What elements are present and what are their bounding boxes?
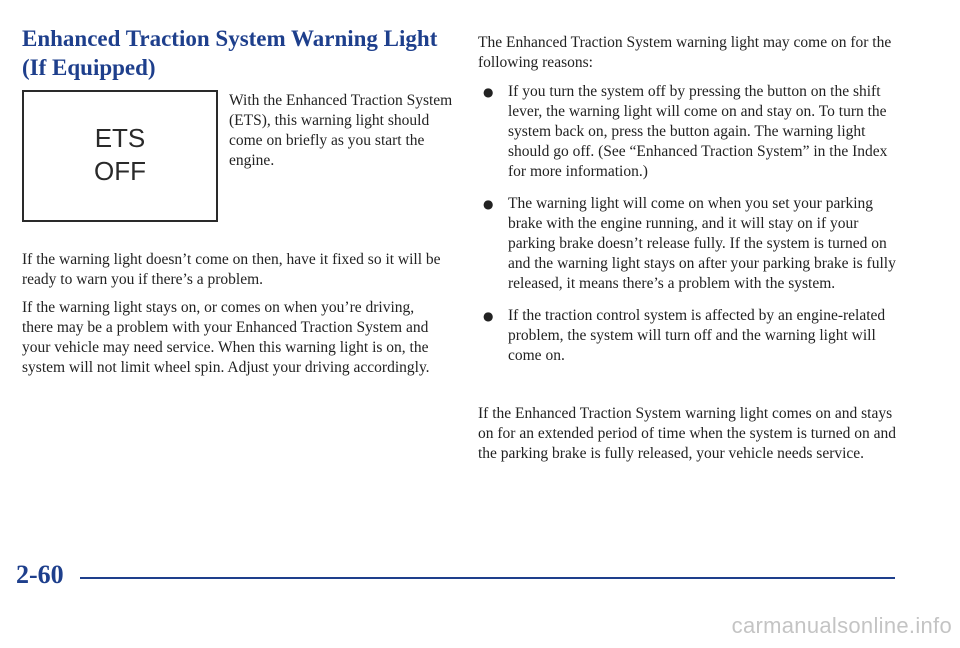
right-intro-paragraph: The Enhanced Traction System warning light may come on for the following reasons: bbox=[478, 34, 892, 71]
bullet-icon: ● bbox=[483, 85, 494, 99]
warning-icon-label bbox=[24, 122, 216, 188]
reasons-list bbox=[478, 82, 908, 378]
closing-paragraph: If the Enhanced Traction System warning light comes on and stays on for an extended period of time when the system is turned on and the parking brake is fully released, your vehicle needs service. bbox=[478, 405, 896, 462]
left-paragraph-2: If the warning light stays on, or comes on when you’re driving, there may be a problem with your Enhanced Traction System and your vehicle may need service. When this warning light is on, the system will not limit wheel spin. Adjust your driving accordingly. bbox=[22, 299, 430, 376]
list-item bbox=[478, 194, 908, 294]
bullet-icon: ● bbox=[483, 309, 494, 323]
list-item-text: The warning light will come on when you set your parking brake with the engine running, and it will stay on if your parking brake doesn’t release fully. If the system is turned on and the warning light stays on after your parking brake is fully released, it means there’s a problem with the system. bbox=[508, 195, 896, 292]
intro-paragraph: With the Enhanced Traction System (ETS), this warning light should come on briefly as you start the engine. bbox=[229, 92, 453, 169]
left-paragraph-1: If the warning light doesn’t come on then, have it fixed so it will be ready to warn you if there’s a problem. bbox=[22, 251, 441, 288]
list-item bbox=[478, 82, 908, 182]
ets-off-warning-icon bbox=[22, 90, 218, 222]
list-item-text: If the traction control system is affected by an engine-related problem, the system will turn off and the warning light will come on. bbox=[508, 307, 886, 364]
footer-divider bbox=[80, 577, 895, 579]
section-heading-line-2: (If Equipped) bbox=[22, 55, 156, 80]
section-heading-line-1: Enhanced Traction System Warning Light bbox=[22, 26, 438, 51]
page-number: 2-60 bbox=[16, 560, 64, 589]
list-item-text: If you turn the system off by pressing the button on the shift lever, the warning light will come on and stay on. To turn the system back on, press the button again. The warning light should go off. (See “Enhanced Traction System” in the Index for more information.) bbox=[508, 83, 888, 180]
section-heading bbox=[22, 24, 442, 82]
warning-icon-line-2: OFF bbox=[94, 156, 146, 186]
bullet-icon: ● bbox=[483, 197, 494, 211]
list-item bbox=[478, 306, 908, 366]
warning-icon-line-1: ETS bbox=[94, 123, 146, 153]
site-watermark: carmanualsonline.info bbox=[731, 613, 952, 638]
